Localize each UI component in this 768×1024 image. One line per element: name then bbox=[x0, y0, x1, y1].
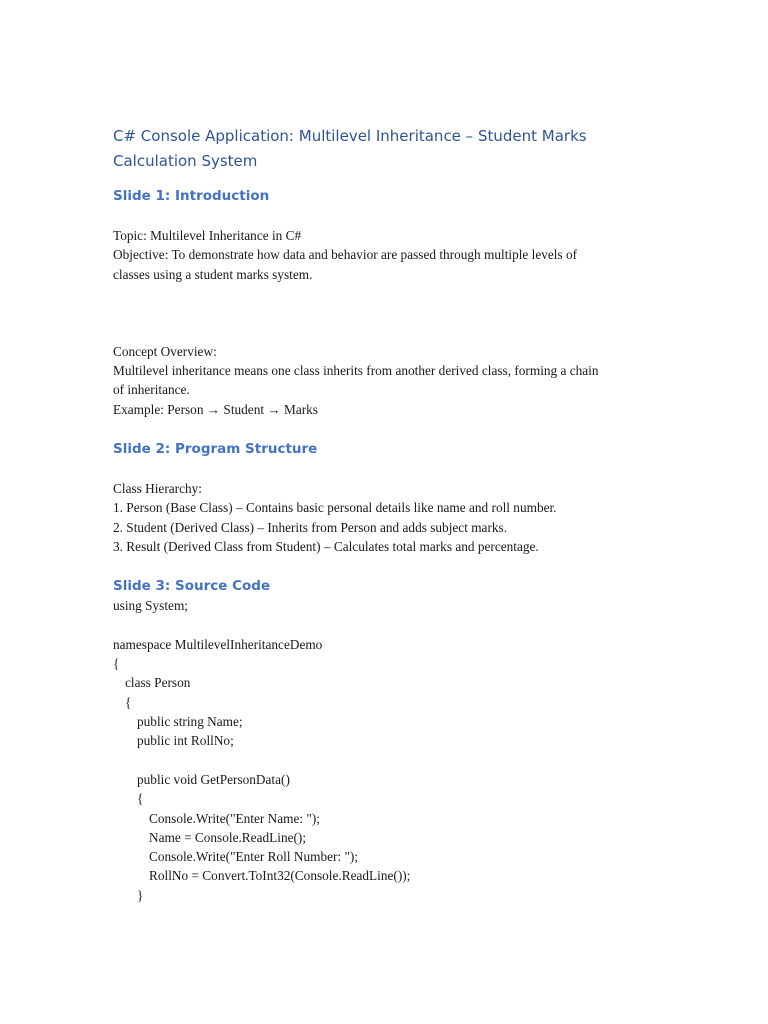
class-hierarchy bbox=[113, 479, 673, 556]
code-line: namespace MultilevelInheritanceDemo bbox=[113, 636, 323, 652]
slide-1-intro bbox=[113, 226, 673, 284]
example-line: Example: Person → Student → Marks bbox=[113, 401, 318, 417]
code-line: { bbox=[125, 694, 132, 710]
hierarchy-item: 2. Student (Derived Class) – Inherits from Person and adds subject marks. bbox=[113, 519, 508, 535]
code-line: Console.Write("Enter Roll Number: "); bbox=[149, 849, 358, 865]
slide-2-heading: Slide 2: Program Structure bbox=[113, 441, 318, 458]
code-blank bbox=[113, 751, 673, 770]
hierarchy-label: Class Hierarchy: bbox=[113, 481, 202, 497]
document-title-line-2: Calculation System bbox=[113, 152, 258, 170]
concept-line-2: of inheritance. bbox=[113, 382, 190, 398]
slide-1-heading: Slide 1: Introduction bbox=[113, 188, 270, 204]
code-line: public string Name; bbox=[137, 714, 243, 730]
source-code bbox=[113, 596, 673, 905]
concept-line-1: Multilevel inheritance means one class inherits from another derived class, forming a chain bbox=[113, 363, 599, 379]
code-line: RollNo = Convert.ToInt32(Console.ReadLine()); bbox=[149, 868, 411, 884]
document-title bbox=[113, 124, 673, 174]
objective-line-1: Objective: To demonstrate how data and behavior are passed through multiple levels of bbox=[113, 247, 578, 263]
code-line: Console.Write("Enter Name: "); bbox=[149, 810, 320, 826]
objective-line-2: classes using a student marks system. bbox=[113, 266, 313, 282]
document-title-line-1: C# Console Application: Multilevel Inheritance – Student Marks bbox=[113, 127, 587, 145]
code-line: using System; bbox=[113, 598, 188, 614]
code-line: { bbox=[113, 656, 120, 672]
hierarchy-item: 3. Result (Derived Class from Student) – Calculates total marks and percentage. bbox=[113, 538, 539, 554]
topic-line: Topic: Multilevel Inheritance in C# bbox=[113, 228, 302, 243]
code-line: public int RollNo; bbox=[137, 733, 234, 749]
code-line: { bbox=[137, 791, 144, 807]
document-content bbox=[113, 124, 673, 905]
code-line: public void GetPersonData() bbox=[137, 771, 290, 787]
code-blank bbox=[113, 616, 673, 635]
slide-3-heading: Slide 3: Source Code bbox=[113, 578, 271, 595]
hierarchy-item: 1. Person (Base Class) – Contains basic personal details like name and roll number. bbox=[113, 500, 557, 516]
concept-overview bbox=[113, 342, 673, 419]
code-line: Name = Console.ReadLine(); bbox=[149, 829, 307, 845]
concept-label: Concept Overview: bbox=[113, 343, 217, 359]
code-line: } bbox=[137, 887, 144, 903]
code-line: class Person bbox=[125, 675, 191, 691]
